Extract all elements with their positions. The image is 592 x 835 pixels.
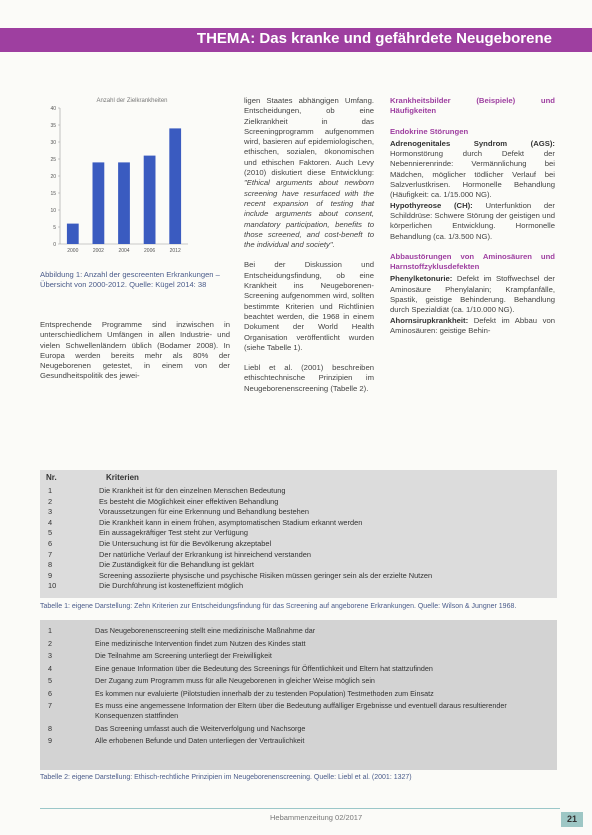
text-column-middle — [244, 96, 374, 404]
term-text: Defekt im Abbau von Aminosäuren: geistige Behin- — [390, 315, 555, 335]
row-text: Es kommen nur evaluierte (Pilotstudien innerhalb der zu testenden Population) Testmethoden zum Einsatz — [95, 688, 434, 698]
row-text: Voraussetzungen für eine Erkennung und Behandlung bestehen — [99, 507, 309, 517]
x-tick-label: 2000 — [67, 248, 79, 254]
text-column-left — [40, 320, 230, 392]
table-row — [40, 550, 557, 561]
row-number: 8 — [48, 723, 52, 733]
table1-caption: Tabelle 1: eigene Darstellung: Zehn Kriterien zur Entscheidungsfindung für das Screening auf angeborene Erkrankungen. Quelle: Wilson & Jungner 1968. — [40, 603, 517, 610]
row-number: 3 — [48, 507, 53, 517]
quote: "Ethical arguments about newborn screening have resurfaced with the recent expansion of testing that include arguments about consent, mandatory participation, benefits to those screened, and cost-beneft to the individual and society". — [244, 178, 374, 250]
column-header-nr: Nr. — [46, 473, 57, 482]
row-text: Die Teilnahme am Screening unterliegt der Freiwilligkeit — [95, 651, 272, 660]
criteria-table — [40, 470, 557, 598]
row-text: Screening assoziierte physische und psychische Risiken müssen geringer sein als der erzielte Nutzen — [99, 570, 433, 580]
row-text: Das Neugeborenenscreening stellt eine medizinische Maßnahme dar — [95, 626, 316, 635]
row-number: 6 — [48, 539, 53, 548]
row-number: 3 — [48, 651, 52, 660]
table-row — [40, 560, 557, 571]
table-row — [40, 497, 557, 508]
paragraph-text: ligen Staates abhängigen Umfang. Entscheidungen, ob eine Zielkrankheit in das Screeningprogramm aufgenommen wird, basieren auf epidemiologischen, ethischen, sozialen, ökonomischen und ethischen Faktoren. Auch Levy (2010) diskutiert diese Entwicklung: — [244, 96, 374, 178]
section-heading: Krankheitsbilder (Beispiele) und Häufigkeiten — [390, 96, 555, 116]
principles-table — [40, 620, 557, 770]
x-tick-label: 2006 — [144, 248, 156, 254]
row-number: 2 — [48, 496, 53, 506]
bar — [93, 162, 105, 244]
term-text: Unterfunktion der Schilddrüse: Schwere Störung der geistigen und körperlichen Entwicklung. Hormonelle Behandlung (ca. 1/3.500 NG). — [390, 200, 555, 241]
row-number: 2 — [48, 638, 52, 648]
paragraph — [390, 201, 555, 242]
column-header-criteria: Kriterien — [106, 473, 139, 482]
row-text: Eine genaue Information über die Bedeutung des Screenings für Öffentlichkeit und Eltern hat stattzufinden — [95, 663, 433, 673]
section-heading: Endokrine Störungen — [390, 126, 469, 136]
row-text: Ein aussagekräftiger Test steht zur Verfügung — [99, 528, 248, 538]
term: Ahornsirupkrankheit: — [390, 315, 469, 325]
y-tick-label: 35 — [50, 123, 56, 129]
row-number: 1 — [48, 486, 53, 495]
row-text: Eine medizinische Intervention findet zum Nutzen des Kindes statt — [95, 638, 306, 648]
table-row — [40, 571, 557, 582]
row-number: 4 — [48, 517, 53, 527]
bar — [118, 162, 130, 244]
bar — [169, 128, 181, 244]
x-tick-label: 2004 — [118, 248, 130, 254]
row-number: 6 — [48, 688, 52, 698]
row-text: Die Durchführung ist kosteneffizient möglich — [99, 581, 244, 591]
y-tick-label: 20 — [50, 174, 56, 180]
row-text: Die Untersuchung ist für die Bevölkerung akzeptabel — [99, 539, 272, 548]
table-row — [40, 581, 557, 592]
row-text: Alle erhobenen Befunde und Daten unterliegen der Vertraulichkeit — [95, 736, 305, 745]
table-row — [40, 507, 557, 518]
y-tick-label: 0 — [53, 242, 56, 248]
paragraph — [390, 316, 555, 337]
table-header — [46, 473, 139, 482]
term-text: Defekt im Stoffwechsel der Aminosäure Phenylalanin; Krampfanfälle, Spastik, geistige Behinderung. Behandlung durch Spezialdiät (ca. 1/10.000 NG). — [390, 274, 555, 315]
paragraph: Liebl et al. (2001) beschreiben ethischtechnische Prinzipien im Neugeborenenscreening (Tabelle 2). — [244, 363, 374, 393]
table2-caption: Tabelle 2: eigene Darstellung: Ethisch-rechtliche Prinzipien im Neugeborenenscreening. Quelle: Liebl et al. (2001: 1327) — [40, 774, 412, 781]
row-number: 5 — [48, 528, 53, 538]
table-row — [40, 539, 557, 550]
row-number: 4 — [48, 663, 52, 673]
x-tick-label: 2002 — [92, 248, 104, 254]
row-text: Die Krankheit ist für den einzelnen Menschen Bedeutung — [99, 486, 286, 495]
term: Hypothyreose (CH): — [390, 200, 473, 210]
row-text: Es muss eine angemessene Information der Eltern über die Bedeutung auffälliger Ergebnisse und eventuell daraus resultierender Konsequenzen stattfinden — [95, 701, 507, 720]
bar — [144, 156, 156, 244]
row-number: 8 — [48, 560, 53, 570]
paragraph: Bei der Diskussion und Entscheidungsfindung, ob eine Krankheit ins Neugeborenen-Screening aufgenommen wird, sollten bestimmte Kriterien und Richtlinien beachtet werden, die 1968 in einem Dokument der World Health Organisation veröffentlicht wurden (siehe Tabelle 1). — [244, 260, 374, 352]
page-title: THEMA: Das kranke und gefährdete Neugeborene — [196, 30, 552, 47]
figure-caption: Abbildung 1: Anzahl der gescreenten Erkrankungen – Übersicht von 2000-2012. Quelle: Kügel 2014: 38 — [40, 270, 220, 289]
y-tick-label: 10 — [50, 208, 56, 214]
page-number: 21 — [561, 812, 583, 827]
bar — [67, 224, 79, 244]
row-text: Der Zugang zum Programm muss für alle Neugeborenen in gleicher Weise möglich sein — [95, 676, 375, 685]
row-text: Die Zuständigkeit für die Behandlung ist geklärt — [99, 560, 254, 570]
y-tick-label: 40 — [50, 106, 56, 112]
bar-chart — [36, 94, 196, 260]
table-row — [40, 528, 557, 539]
row-text: Es besteht die Möglichkeit einer effektiven Behandlung — [99, 496, 279, 506]
row-number: 10 — [48, 581, 57, 591]
header-bar — [0, 28, 592, 52]
row-text: Das Screening umfasst auch die Weiterverfolgung und Nachsorge — [95, 723, 306, 733]
paragraph: Entsprechende Programme sind inzwischen in unterschiedlichem Umfängen in allen Industrie- und vielen Schwellenländern üblich (Bodamer 2008). In Europa werden bereits mehr als 80% der Neugeborenen getestet, in einem von der Gesundheitspolitik des jewei- — [40, 320, 230, 381]
term: Phenylketonurie: — [390, 274, 453, 284]
chart-title: Anzahl der Zielkrankheiten — [96, 98, 168, 104]
paragraph — [244, 96, 374, 250]
text-column-right — [390, 96, 555, 346]
row-number: 9 — [48, 736, 52, 745]
section-heading: Abbaustörungen von Aminosäuren und Harnstoffzyklusdefekten — [390, 251, 555, 272]
term: Adrenogenitales Syndrom (AGS): — [390, 138, 555, 148]
row-text: Die Krankheit kann in einem frühen, asymptomatischen Stadium erkannt werden — [99, 517, 363, 527]
table-row — [40, 518, 557, 529]
paragraph — [390, 274, 555, 315]
row-text: Der natürliche Verlauf der Erkrankung ist hinreichend verstanden — [99, 549, 311, 559]
row-number: 7 — [48, 701, 52, 710]
y-tick-label: 5 — [53, 225, 56, 231]
row-number: 7 — [48, 549, 53, 559]
x-tick-label: 2012 — [169, 248, 181, 254]
paragraph — [390, 139, 555, 201]
y-tick-label: 25 — [50, 157, 56, 163]
row-number: 5 — [48, 676, 52, 685]
footer-divider — [40, 808, 560, 809]
row-number: 9 — [48, 570, 53, 580]
y-tick-label: 15 — [50, 191, 56, 197]
table-row — [40, 486, 557, 497]
term-text: Hormonstörung durch Defekt der Nebennierenrinde: Vermännlichung bei Mädchen, möglicher tödlicher Verlauf bei Salzverlustkrisen. Hormonelle Behandlung (Häufigkeit: ca. 1/15.000 NG). — [390, 149, 555, 200]
footer-publication: Hebammenzeitung 02/2017 — [270, 813, 363, 822]
row-number: 1 — [48, 626, 52, 635]
y-tick-label: 30 — [50, 140, 56, 146]
